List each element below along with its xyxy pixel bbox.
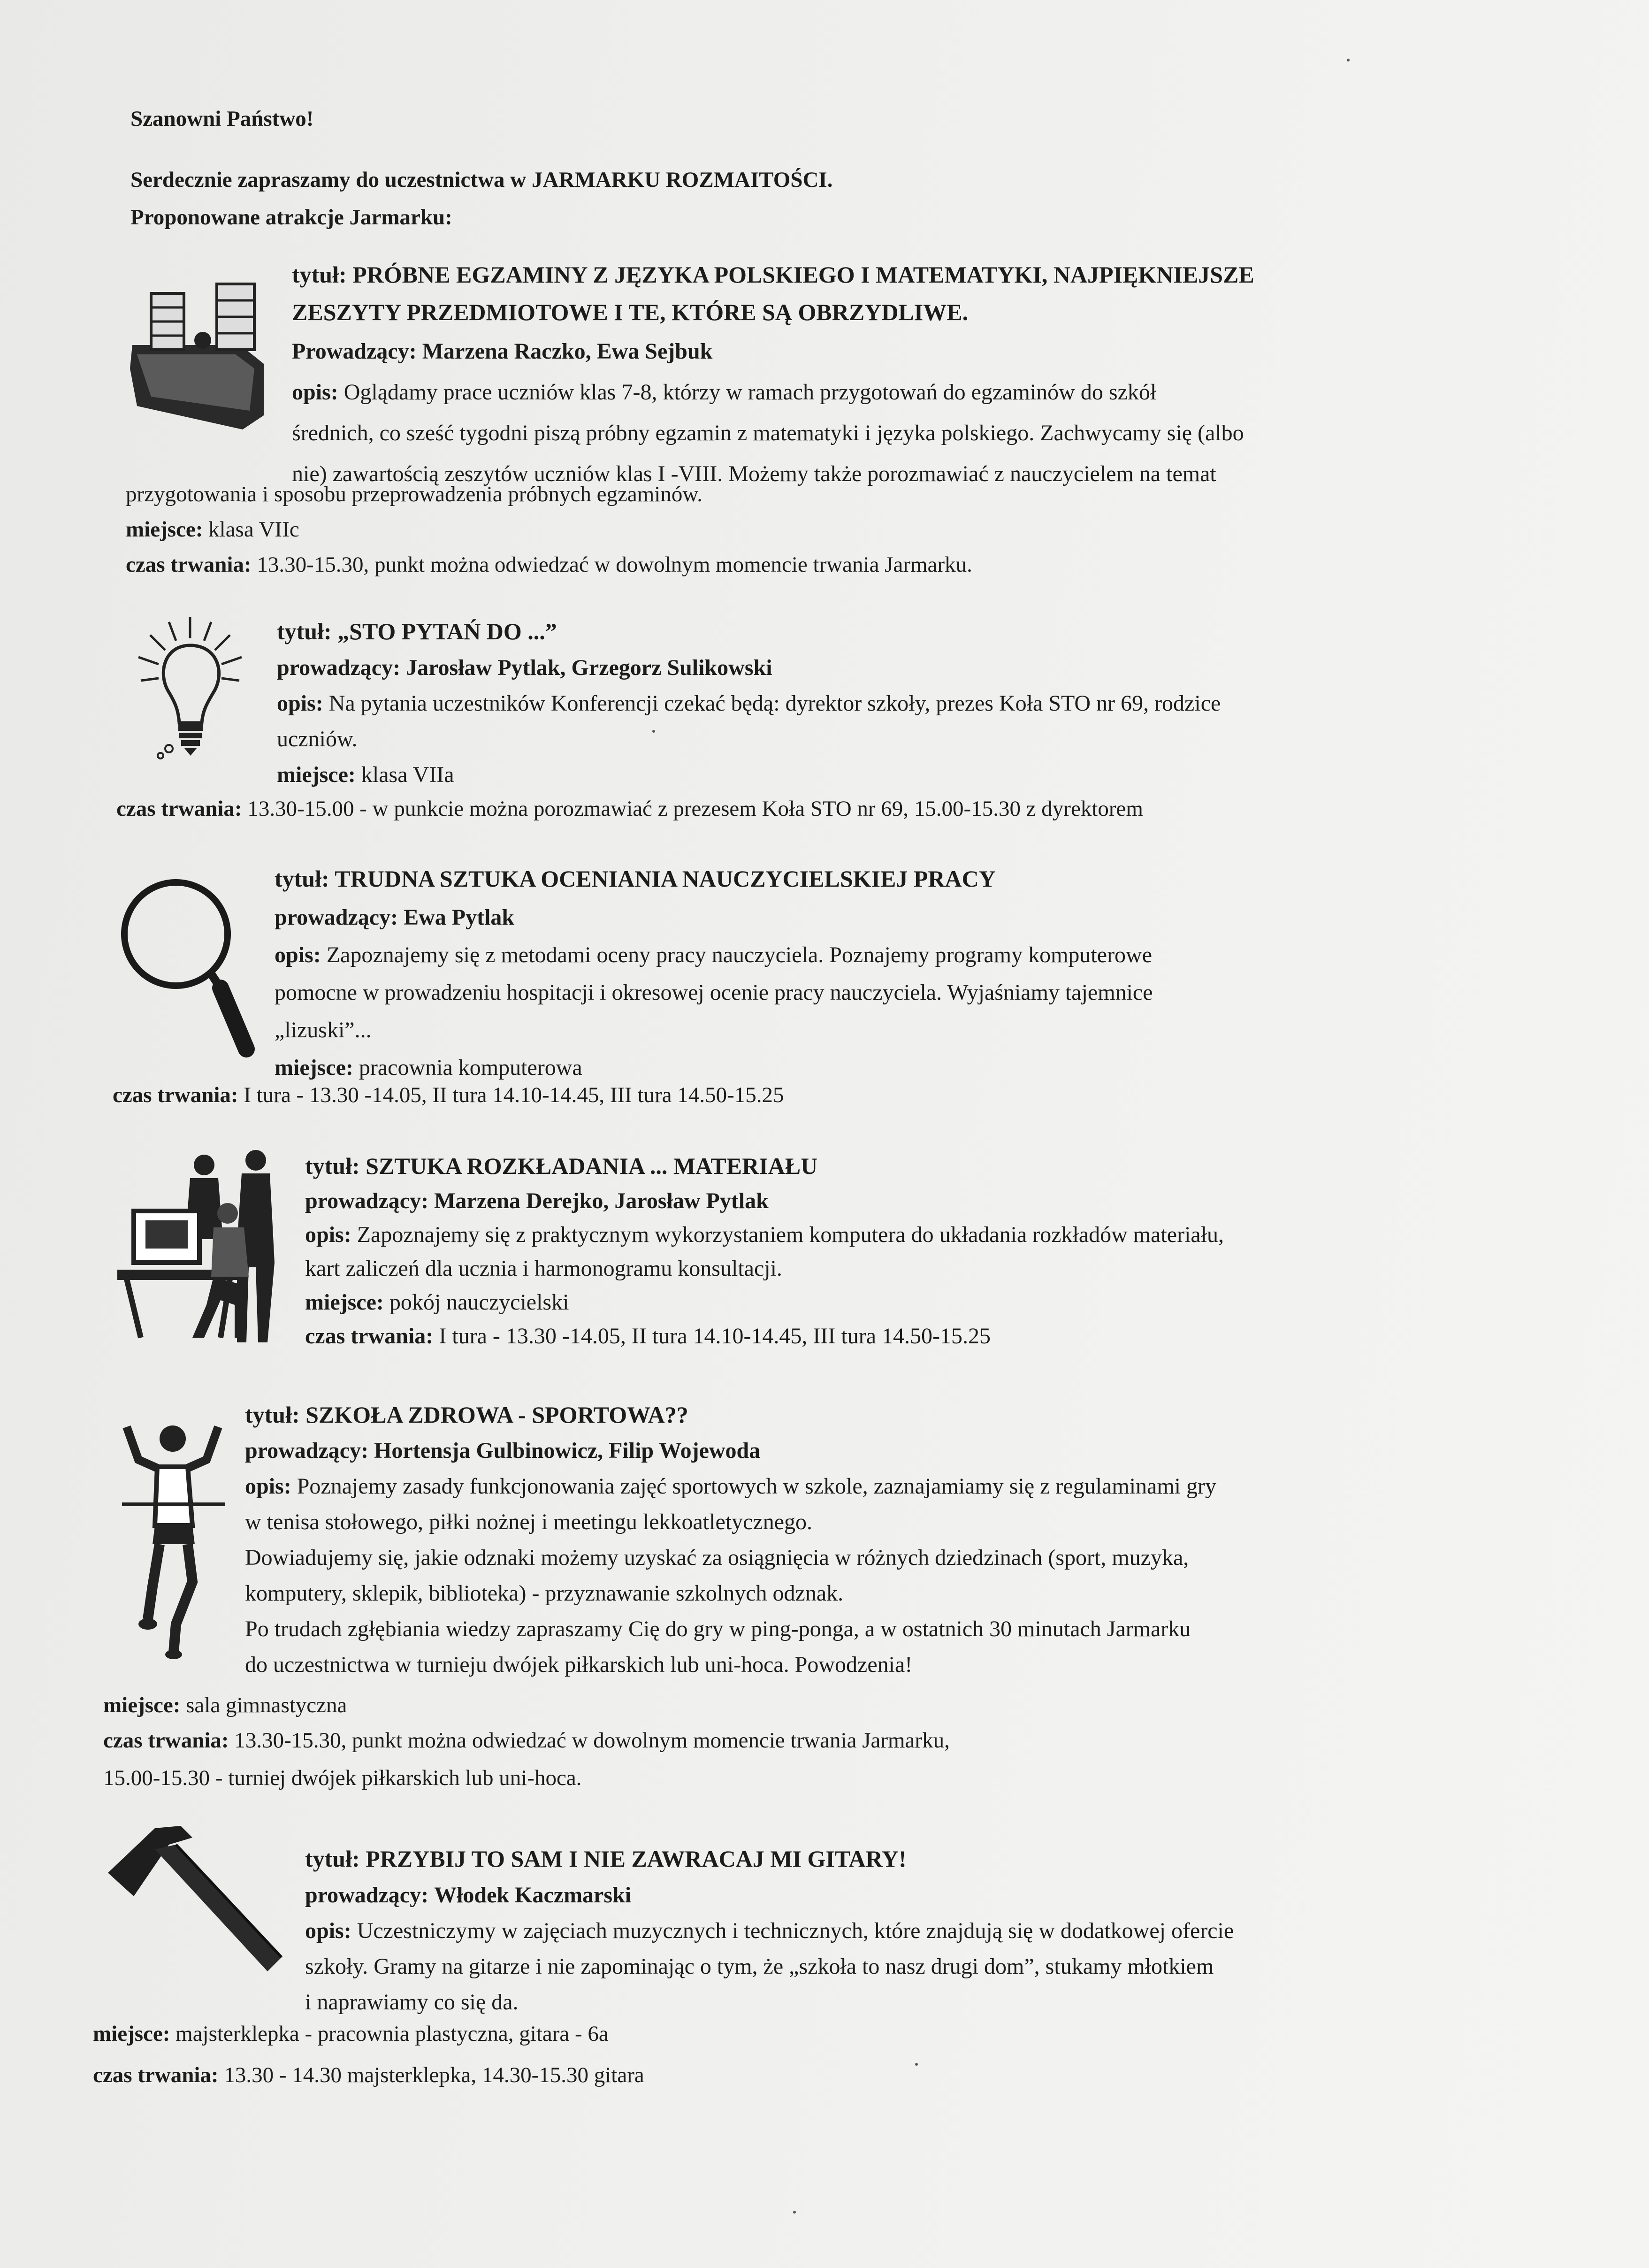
item-hosts: Jarosław Pytlak, Grzegorz Sulikowski — [406, 655, 772, 680]
greeting: Szanowni Państwo! — [130, 107, 314, 131]
item-description: Uczestniczymy w zajęciach muzycznych i technicznych, które znajdują się w dodatkowej ofercie — [357, 1918, 1234, 1943]
title-label: tytuł: — [305, 1153, 360, 1179]
place-label: miejsce: — [305, 1290, 384, 1315]
hammer-icon — [99, 1816, 296, 1981]
item-description-cont: do uczestnictwa w turnieju dwójek piłkarskich lub uni-hoca. Powodzenia! — [245, 1652, 913, 1677]
title-label: tytuł: — [245, 1402, 300, 1428]
proposed-attractions-heading: Proponowane atrakcje Jarmarku: — [130, 205, 452, 230]
hosts-label: prowadzący: — [277, 655, 401, 680]
item-2-text — [277, 613, 1221, 793]
description-label: opis: — [245, 1474, 291, 1499]
item-place — [93, 2014, 609, 2054]
item-description-cont: Po trudach zgłębiania wiedzy zapraszamy Cię do gry w ping-ponga, a w ostatnich 30 minutach Jarmarku — [245, 1617, 1191, 1641]
item-description-cont: „lizuski”... — [275, 1018, 372, 1042]
time-label: czas trwania: — [305, 1324, 434, 1349]
item-description: Na pytania uczestników Konferencji czekać będą: dyrektor szkoły, prezes Koła STO nr 69, rodzice — [328, 691, 1221, 716]
time-value: I tura - 13.30 -14.05, II tura 14.10-14.45, III tura 14.50-15.25 — [244, 1083, 784, 1107]
description-label: opis: — [305, 1222, 351, 1247]
item-description: Zapoznajemy się z praktycznym wykorzystaniem komputera do układania rozkładów materiału, — [357, 1222, 1224, 1247]
paper-speck — [915, 2063, 918, 2066]
place-value: pracownia komputerowa — [359, 1055, 582, 1080]
time-value: 13.30-15.00 - w punkcie można porozmawiać z prezesem Koła STO nr 69, 15.00-15.30 z dyrektorem — [247, 797, 1143, 821]
invitation: Serdecznie zapraszamy do uczestnictwa w JARMARKU ROZMAITOŚCI. — [130, 168, 833, 192]
description-label: opis: — [292, 380, 338, 405]
hosts-label: prowadzący: — [305, 1188, 429, 1213]
item-description-cont: Dowiadujemy się, jakie odznaki możemy uzyskać za osiągnięcia w różnych dziedzinach (sport, muzyka, — [245, 1545, 1189, 1570]
description-label: opis: — [275, 942, 321, 967]
item-hosts: Ewa Pytlak — [404, 905, 515, 930]
paper-speck — [1347, 59, 1350, 61]
paper-speck — [652, 730, 655, 733]
place-value: majsterklepka - pracownia plastyczna, gitara - 6a — [176, 2022, 609, 2046]
time-value: 13.30-15.30, punkt można odwiedzać w dowolnym momencie trwania Jarmarku. — [257, 552, 972, 577]
title-label: tytuł: — [277, 618, 332, 644]
item-title: PRZYBIJ TO SAM I NIE ZAWRACAJ MI GITARY! — [366, 1846, 907, 1872]
runner-icon — [113, 1418, 235, 1662]
item-time-cont: 15.00-15.30 - turniej dwójek piłkarskich lub uni-hoca. — [103, 1766, 582, 1790]
item-place — [126, 509, 299, 550]
item-hosts: Włodek Kaczmarski — [434, 1883, 632, 1908]
item-time — [113, 1075, 784, 1116]
description-label: opis: — [277, 691, 323, 716]
title-label: tytuł: — [275, 866, 329, 892]
time-label: czas trwania: — [113, 1083, 238, 1107]
item-5-text — [245, 1396, 1216, 1683]
hosts-label: prowadzący: — [245, 1438, 369, 1463]
item-time — [93, 2055, 644, 2096]
item-3-text — [275, 859, 1153, 1087]
item-time — [116, 789, 1143, 829]
time-value: I tura - 13.30 -14.05, II tura 14.10-14.45, III tura 14.50-15.25 — [439, 1324, 991, 1349]
item-description-cont: uczniów. — [277, 727, 358, 751]
desk-books-icon — [123, 275, 273, 437]
item-description: Oglądamy prace uczniów klas 7-8, którzy w ramach przygotowań do egzaminów do szkół — [344, 380, 1157, 405]
hosts-label: prowadzący: — [275, 905, 398, 930]
place-label: miejsce: — [93, 2022, 170, 2046]
time-label: czas trwania: — [93, 2063, 219, 2087]
hosts-label: prowadzący: — [305, 1883, 429, 1908]
item-hosts: Marzena Raczko, Ewa Sejbuk — [422, 339, 713, 364]
item-description-cont: kart zaliczeń dla ucznia i harmonogramu konsultacji. — [305, 1256, 782, 1281]
item-1-text — [292, 256, 1254, 494]
item-description: Poznajemy zasady funkcjonowania zajęć sportowych w szkole, zaznajamiamy się z regulaminami gry — [297, 1474, 1216, 1499]
item-title: SZKOŁA ZDROWA - SPORTOWA?? — [305, 1402, 688, 1428]
item-description-cont: przygotowania i sposobu przeprowadzenia próbnych egzaminów. — [126, 482, 702, 506]
description-label: opis: — [305, 1918, 351, 1943]
place-value: pokój nauczycielski — [389, 1290, 569, 1315]
time-label: czas trwania: — [126, 552, 252, 577]
magnifying-glass-icon — [115, 873, 260, 1061]
item-description-cont: i naprawiamy co się da. — [305, 1990, 519, 2015]
item-title: PRÓBNE EGZAMINY Z JĘZYKA POLSKIEGO I MATEMATYKI, NAJPIĘKNIEJSZE — [352, 261, 1254, 288]
title-label: tytuł: — [292, 261, 347, 288]
time-value: 13.30-15.30, punkt można odwiedzać w dowolnym momencie trwania Jarmarku, — [234, 1728, 950, 1753]
item-6-text — [305, 1840, 1234, 2020]
item-4-text — [305, 1148, 1224, 1353]
item-description-cont: pomocne w prowadzeniu hospitacji i okresowej ocenie pracy nauczyciela. Wyjaśniamy tajemnice — [275, 980, 1153, 1005]
place-value: klasa VIIc — [208, 517, 299, 542]
item-time — [103, 1720, 950, 1761]
paper-speck — [793, 2211, 796, 2214]
time-value: 13.30 - 14.30 majsterklepka, 14.30-15.30 gitara — [224, 2063, 644, 2087]
hosts-label: Prowadzący: — [292, 339, 417, 364]
item-place — [103, 1685, 347, 1726]
place-label: miejsce: — [103, 1693, 181, 1717]
lightbulb-icon — [131, 613, 253, 767]
item-title: „STO PYTAŃ DO ...” — [337, 618, 557, 644]
item-title: SZTUKA ROZKŁADANIA ... MATERIAŁU — [366, 1153, 818, 1179]
place-label: miejsce: — [275, 1055, 353, 1080]
place-value: sala gimnastyczna — [186, 1693, 347, 1717]
place-label: miejsce: — [277, 762, 356, 787]
item-hosts: Hortensja Gulbinowicz, Filip Wojewoda — [374, 1438, 761, 1463]
item-description-cont: nie) zawartością zeszytów uczniów klas I -VIII. Możemy także porozmawiać z nauczycielem na temat — [292, 461, 1216, 486]
item-description-cont: szkoły. Gramy na gitarze i nie zapominając o tym, że „szkoła to nasz drugi dom”, stukamy młotkiem — [305, 1954, 1214, 1979]
time-label: czas trwania: — [103, 1728, 229, 1753]
people-at-computer-icon — [113, 1150, 296, 1347]
item-description: Zapoznajemy się z metodami oceny pracy nauczyciela. Poznajemy programy komputerowe — [326, 942, 1153, 967]
place-label: miejsce: — [126, 517, 203, 542]
item-description-cont: w tenisa stołowego, piłki nożnej i meetingu lekkoatletycznego. — [245, 1509, 813, 1534]
item-title-cont: ZESZYTY PRZEDMIOTOWE I TE, KTÓRE SĄ OBRZYDLIWE. — [292, 299, 969, 325]
time-label: czas trwania: — [116, 797, 242, 821]
item-hosts: Marzena Derejko, Jarosław Pytlak — [434, 1188, 769, 1213]
item-description-cont: średnich, co sześć tygodni piszą próbny egzamin z matematyki i języka polskiego. Zachwycamy się (albo — [292, 421, 1244, 445]
place-value: klasa VIIa — [361, 762, 454, 787]
item-description-cont: komputery, sklepik, biblioteka) - przyznawanie szkolnych odznak. — [245, 1581, 844, 1606]
item-title: TRUDNA SZTUKA OCENIANIA NAUCZYCIELSKIEJ PRACY — [335, 866, 996, 892]
title-label: tytuł: — [305, 1846, 360, 1872]
item-time — [126, 544, 972, 585]
